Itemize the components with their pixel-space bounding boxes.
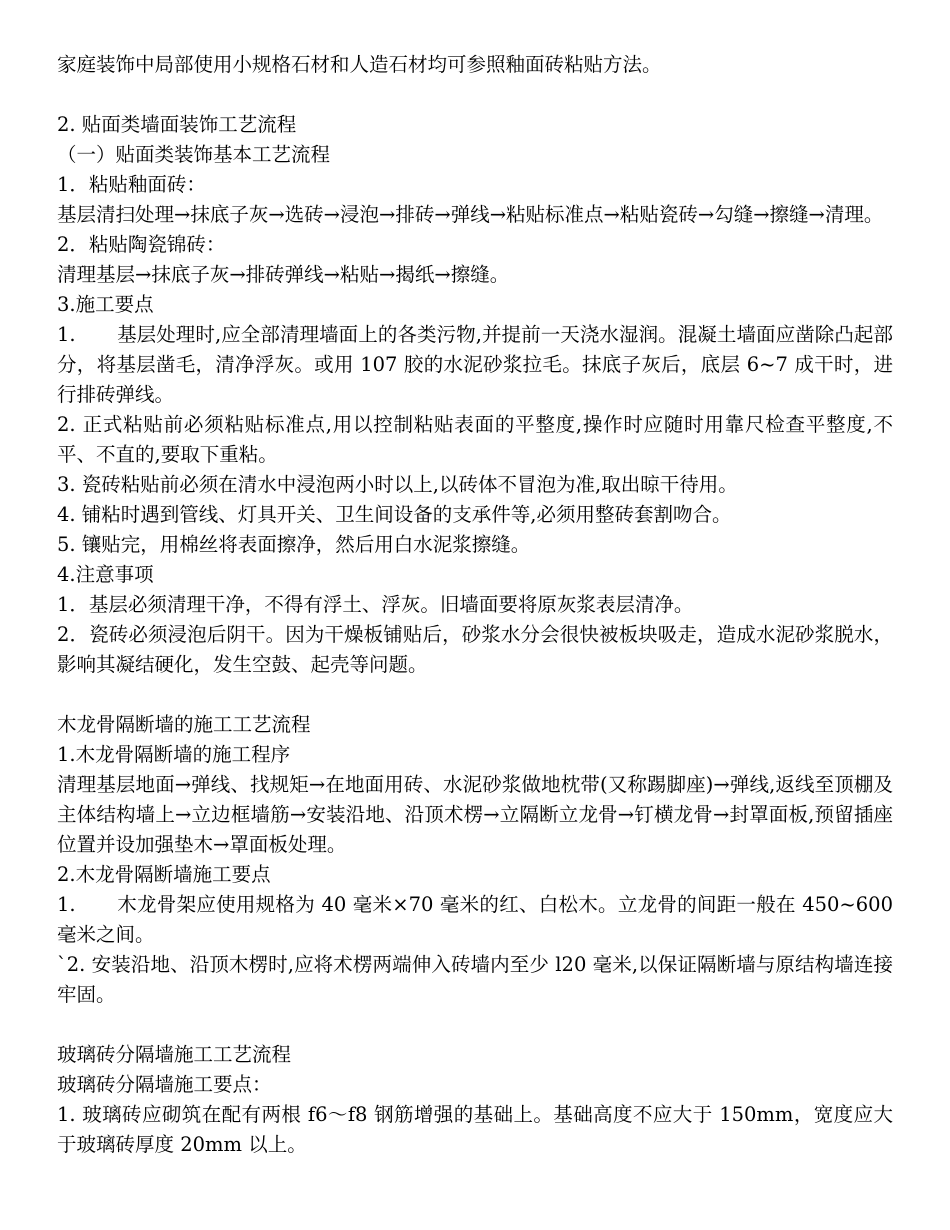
process-glazed-tile: 基层清扫处理→抹底子灰→选砖→浸泡→排砖→弹线→粘贴标准点→粘贴瓷砖→勾缝→擦缝→清理。 (57, 203, 884, 226)
construction-point-2: 2. 正式粘贴前必须粘贴标准点,用以控制粘贴表面的平整度,操作时应随时用靠尺检查平整度,不平、不直的,要取下重粘。 (57, 413, 893, 466)
subsection-heading-basic-process: （一）贴面类装饰基本工艺流程 (57, 143, 331, 166)
wood-keel-procedure-heading: 1.木龙骨隔断墙的施工程序 (57, 743, 291, 766)
heading-precautions: 4.注意事项 (57, 563, 154, 586)
construction-point-4: 4. 铺粘时遇到管线、灯具开关、卫生间设备的支承件等,必须用整砖套割吻合。 (57, 503, 732, 526)
item-heading-mosaic-tile: 2．粘贴陶瓷锦砖： (57, 233, 226, 256)
construction-point-5: 5. 镶贴完，用棉丝将表面擦净，然后用白水泥浆擦缝。 (57, 533, 531, 556)
precaution-2: 2．瓷砖必须浸泡后阴干。因为干燥板铺贴后，砂浆水分会很快被板块吸走，造成水泥砂浆脱水，影响其凝结硬化，发生空鼓、起壳等问题。 (57, 623, 893, 676)
precaution-1: 1．基层必须清理干净，不得有浮土、浮灰。旧墙面要将原灰浆表层清净。 (57, 593, 694, 616)
section-heading-wood-keel: 木龙骨隔断墙的施工工艺流程 (57, 713, 311, 736)
point-text: 基层处理时,应全部清理墙面上的各类污物,并提前一天浇水湿润。混凝土墙面应凿除凸起部分，将基层凿毛，清净浮灰。或用 107 胶的水泥砂浆拉毛。抹底子灰后，底层 6~7 成干时，进行排砖弹线。 (57, 323, 893, 406)
glass-block-point-1: 1. 玻璃砖应砌筑在配有两根 f6～f8 钢筋增强的基础上。基础高度不应大于 150mm，宽度应大于玻璃砖厚度 20mm 以上。 (57, 1103, 893, 1156)
spacer (57, 80, 893, 110)
intro-paragraph: 家庭装饰中局部使用小规格石材和人造石材均可参照釉面砖粘贴方法。 (57, 53, 662, 76)
section-heading-tile-wall: 2. 贴面类墙面装饰工艺流程 (57, 113, 297, 136)
wood-keel-point-2: `2. 安装沿地、沿顶木楞时,应将术楞两端伸入砖墙内至少 l20 毫米,以保证隔断墙与原结构墙连接牢固。 (57, 953, 893, 1006)
document-page (57, 50, 893, 1160)
point-text: 木龙骨架应使用规格为 40 毫米×70 毫米的红、白松木。立龙骨的间距一般在 450~600 毫米之间。 (57, 893, 893, 946)
spacer (57, 1010, 893, 1040)
item-heading-glazed-tile: 1．粘贴釉面砖： (57, 173, 206, 196)
point-number: 1. (57, 893, 76, 916)
construction-point-3: 3. 瓷砖粘贴前必须在清水中浸泡两小时以上,以砖体不冒泡为准,取出晾干待用。 (57, 473, 738, 496)
wood-keel-points-heading: 2.木龙骨隔断墙施工要点 (57, 863, 271, 886)
spacer (57, 680, 893, 710)
construction-point-1 (57, 320, 893, 410)
point-number: 1. (57, 323, 76, 346)
process-mosaic-tile: 清理基层→抹底子灰→排砖弹线→粘贴→揭纸→擦缝。 (57, 263, 510, 286)
wood-keel-procedure: 清理基层地面→弹线、找规矩→在地面用砖、水泥砂浆做地枕带(又称踢脚座)→弹线,返线至顶棚及主体结构墙上→立边框墙筋→安装沿地、沿顶术楞→立隔断立龙骨→钉横龙骨→封罩面板,预留插座位置并设加强垫木→罩面板处理。 (57, 773, 893, 856)
wood-keel-point-1 (57, 890, 893, 950)
glass-block-points-heading: 玻璃砖分隔墙施工要点： (57, 1073, 272, 1096)
heading-construction-points: 3.施工要点 (57, 293, 154, 316)
section-heading-glass-block: 玻璃砖分隔墙施工工艺流程 (57, 1043, 292, 1066)
